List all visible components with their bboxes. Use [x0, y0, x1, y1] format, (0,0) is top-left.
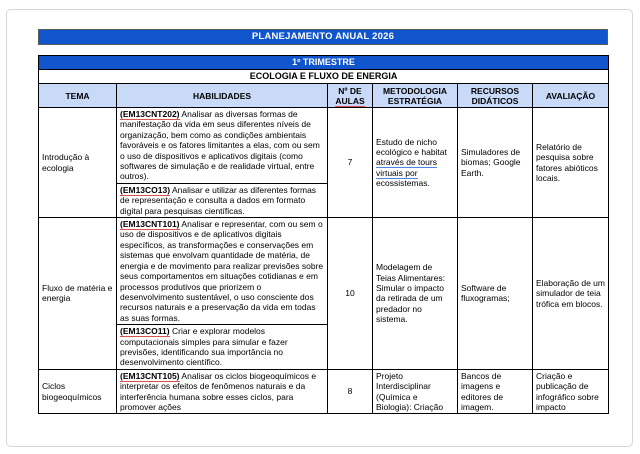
metodologia-cell: Projeto Interdisciplinar (Química e Biologia): Criação: [373, 369, 458, 414]
habilidade-cell: [117, 108, 328, 184]
bncc-code: (EM13CO13): [120, 184, 171, 195]
bncc-code: (EM13CNT202): [120, 109, 180, 119]
recursos-cell: Bancos de imagens e editores de imagem.: [458, 369, 533, 414]
recursos-cell: Simuladores de biomas; Google Earth.: [458, 108, 533, 218]
metodologia-cell: [373, 108, 458, 218]
habilidade-text: Criar e explorar modelos computacionais simples para simular e fazer previsões, identificando sua importância no desenvolvimento científico.: [120, 326, 288, 368]
col-header-tema: TEMA: [39, 84, 117, 108]
habilidade-cell: [117, 218, 328, 325]
tema-cell: Fluxo de matéria e energia: [39, 218, 117, 370]
col-header-avaliacao: AVALIAÇÃO: [533, 84, 609, 108]
bncc-code: (EM13CNT101): [120, 219, 180, 230]
col-header-recursos: RECURSOS DIDÁTICOS: [458, 84, 533, 108]
habilidade-text: Analisar e representar, com ou sem o uso de dispositivos e de aplicativos digitais específicos, as transformações e conservações em sistemas que envolvam quantidade de matéria, de energia e de movimento para realizar previsões sobre seus comportamentos em situações cotidianas e em processos produtivos que priorizem o desenvolvimento sustentável, o uso consciente dos recursos naturais e a preservação da vida em todas as suas formas.: [120, 219, 324, 323]
col-header-aulas: [328, 84, 373, 108]
avaliacao-cell: Elaboração de um simulador de teia trófica em blocos.: [533, 218, 609, 370]
col-header-aulas-word: AULAS: [335, 95, 365, 106]
bncc-code: (EM13CNT105): [120, 370, 180, 381]
recursos-cell: Software de fluxogramas;: [458, 218, 533, 370]
section-row: [39, 70, 609, 84]
aulas-cell: 7: [328, 108, 373, 218]
aulas-cell: 8: [328, 369, 373, 414]
habilidade-cell: [117, 369, 328, 414]
bncc-code: (EM13CO11): [120, 326, 170, 337]
metodologia-cell: Modelagem de Teias Alimentares: Simular o impacto da retirada de um predador no sistema.: [373, 218, 458, 370]
col-header-habilidades: HABILIDADES: [117, 84, 328, 108]
habilidade-cell: [117, 183, 328, 217]
aulas-cell: 10: [328, 218, 373, 370]
metodologia-text: Estudo de nicho ecológico e habitat: [376, 136, 447, 157]
metodologia-text-end: ecossistemas.: [376, 178, 430, 189]
habilidade-text: Analisar as diversas formas de manifestação da vida em seus diferentes níveis de organização, bem como as condições ambientais favoráveis e os fatores limitantes a elas, com ou sem o uso de dispositivos e aplicativos digitais (como softwares de simulação e de realidade virtual, entre outros).: [120, 109, 320, 182]
tema-cell: Ciclos biogeoquímicos: [39, 369, 117, 414]
planning-table: [38, 55, 609, 414]
table-row: [39, 369, 609, 414]
trimester-row: [39, 56, 609, 70]
tema-cell: Introdução à ecologia: [39, 108, 117, 218]
column-header-row: [39, 84, 609, 108]
section-header: ECOLOGIA E FLUXO DE ENERGIA: [39, 70, 609, 84]
table-row: [39, 218, 609, 325]
avaliacao-cell: Relatório de pesquisa sobre fatores abióticos locais.: [533, 108, 609, 218]
document-page: [6, 9, 633, 447]
document-content: [38, 29, 608, 414]
habilidade-cell: [117, 325, 328, 370]
habilidade-text: Analisar e utilizar as diferentes formas de representação e consulta a dados em formato digital para pesquisas científicas.: [120, 184, 317, 216]
col-header-aulas-prefix: Nº DE: [338, 85, 362, 96]
trimester-header: 1º TRIMESTRE: [39, 56, 609, 70]
col-header-metodologia: METODOLOGIA ESTRATÉGIA: [373, 84, 458, 108]
habilidade-text: Analisar os ciclos biogeoquímicos e interpretar os efeitos de fenômenos naturais e da interferência humana sobre esses ciclos, para promover ações: [120, 370, 317, 412]
page-title: PLANEJAMENTO ANUAL 2026: [38, 29, 608, 45]
avaliacao-cell: Criação e publicação de infográfico sobre impacto: [533, 369, 609, 414]
metodologia-grammar-underline: através de tours virtuais por: [376, 157, 437, 178]
table-row: [39, 108, 609, 184]
